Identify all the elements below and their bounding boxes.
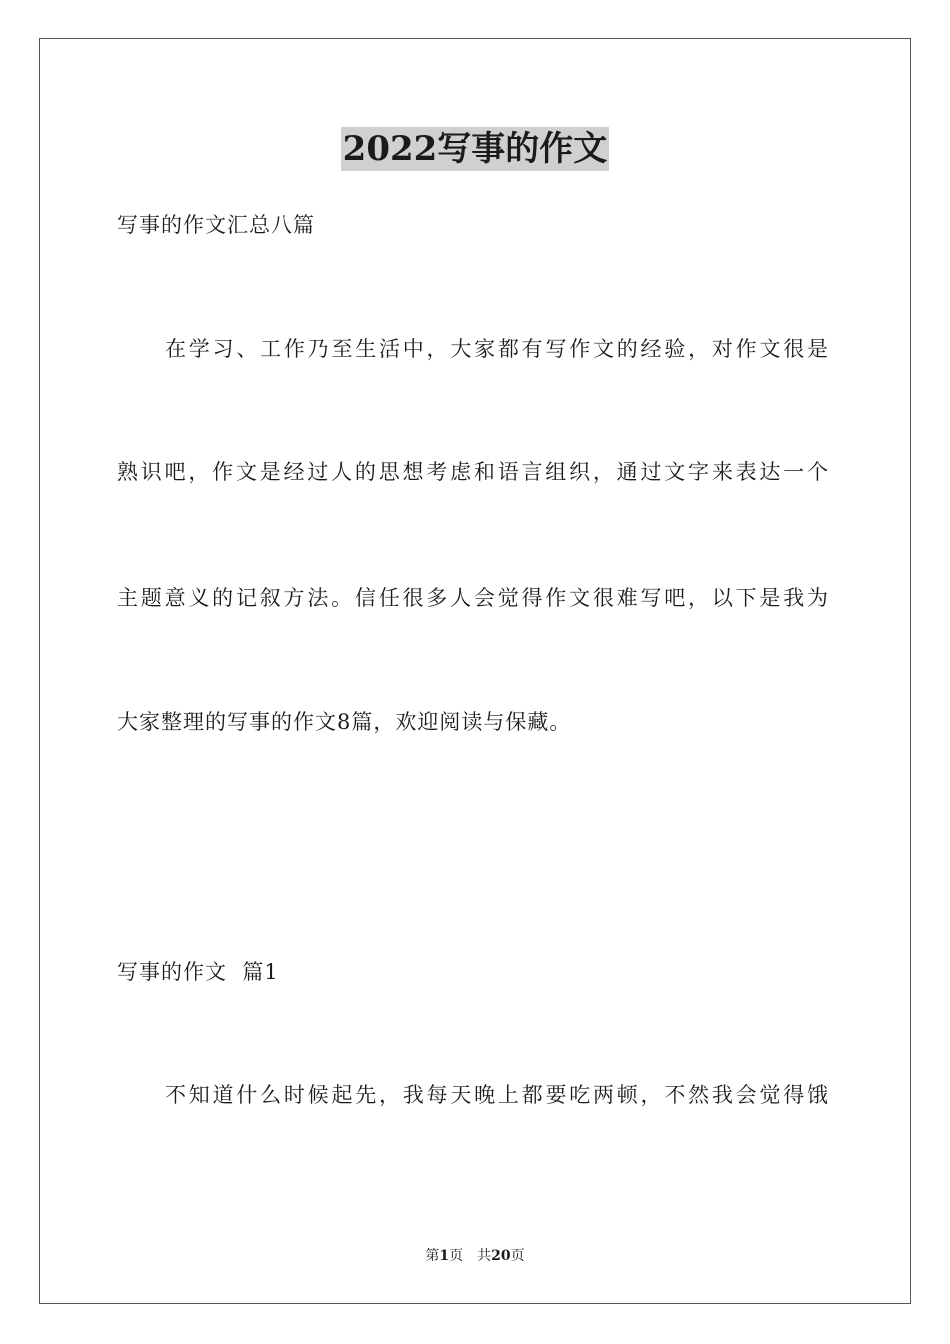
- section-line-1: 不知道什么时候起先，我每天晚上都要吃两顿，不然我会觉得饿: [165, 1083, 829, 1107]
- intro-line-2: 熟识吧，作文是经过人的思想考虑和语言组织，通过文字来表达一个: [117, 460, 829, 484]
- document-subtitle: 写事的作文汇总八篇: [117, 213, 315, 237]
- footer-page-mid: 页: [449, 1248, 464, 1264]
- document-title-text: 2022写事的作文: [342, 129, 608, 169]
- footer-total-suffix: 页: [510, 1248, 525, 1264]
- intro-line-3: 主题意义的记叙方法。信任很多人会觉得作文很难写吧，以下是我为: [117, 586, 829, 610]
- footer-page-current: 1: [439, 1248, 450, 1264]
- footer-page-prefix: 第: [425, 1248, 440, 1264]
- footer-total-prefix: 共: [477, 1248, 492, 1264]
- section-heading: 写事的作文 篇1: [117, 960, 279, 984]
- intro-line-4: 大家整理的写事的作文8篇，欢迎阅读与保藏。: [117, 710, 572, 734]
- document-title: [0, 126, 950, 172]
- page-footer: [0, 1246, 950, 1266]
- footer-page-total: 20: [491, 1248, 511, 1264]
- intro-line-1: 在学习、工作乃至生活中，大家都有写作文的经验，对作文很是: [165, 337, 829, 361]
